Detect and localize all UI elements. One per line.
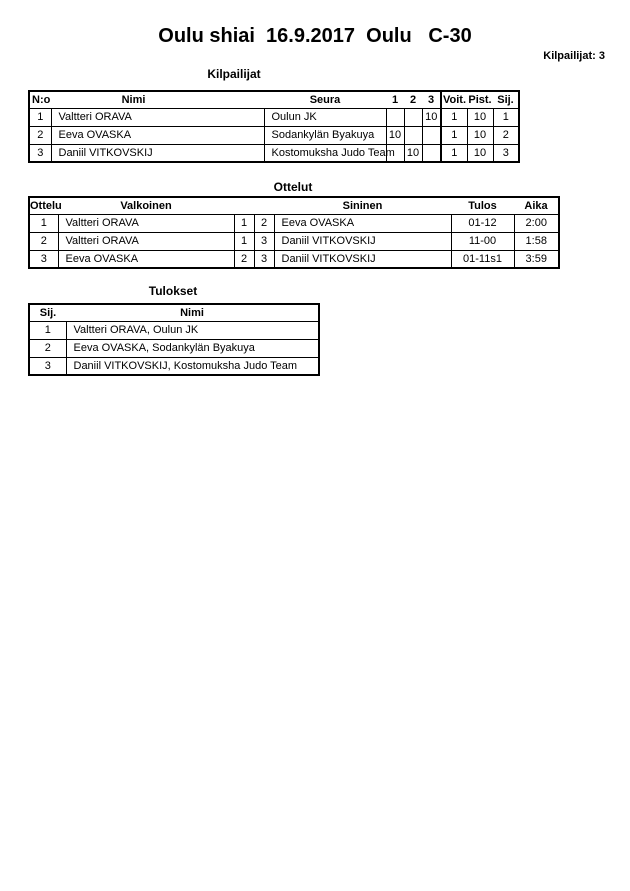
page-title: Oulu shiai 16.9.2017 Oulu C-30 bbox=[158, 25, 472, 47]
cell-score-1 bbox=[386, 108, 404, 126]
competitor-row bbox=[29, 108, 519, 126]
cell-voit: 1 bbox=[441, 126, 467, 144]
cell-no: 3 bbox=[29, 144, 51, 162]
cell-white-number: 1 bbox=[234, 214, 254, 232]
cell-score-2: 10 bbox=[404, 144, 422, 162]
cell-valkoinen: Valtteri ORAVA bbox=[58, 232, 234, 250]
cell-sij: 2 bbox=[29, 339, 66, 357]
col-header-seura: Seura bbox=[264, 91, 386, 108]
cell-white-number: 1 bbox=[234, 232, 254, 250]
match-row bbox=[29, 232, 559, 250]
cell-pist: 10 bbox=[467, 108, 493, 126]
cell-sij: 1 bbox=[29, 321, 66, 339]
ottelut-section-heading: Ottelut bbox=[273, 180, 313, 194]
cell-seura: Sodankylän Byakuya bbox=[264, 126, 386, 144]
cell-sij: 2 bbox=[493, 126, 519, 144]
result-row bbox=[29, 321, 319, 339]
cell-nimi: Valtteri ORAVA, Oulun JK bbox=[66, 321, 319, 339]
cell-aika: 2:00 bbox=[514, 214, 559, 232]
col-header-sininen: Sininen bbox=[274, 197, 451, 214]
cell-sininen: Daniil VITKOVSKIJ bbox=[274, 250, 451, 268]
ottelut-header-row bbox=[29, 197, 559, 214]
col-header-1: 1 bbox=[386, 91, 404, 108]
cell-no: 1 bbox=[29, 108, 51, 126]
kilpailijat-header-row bbox=[29, 91, 519, 108]
cell-no: 2 bbox=[29, 126, 51, 144]
cell-score-1: 10 bbox=[386, 126, 404, 144]
cell-score-3 bbox=[422, 144, 441, 162]
cell-nimi: Daniil VITKOVSKIJ, Kostomuksha Judo Team bbox=[66, 357, 319, 375]
cell-blue-number: 3 bbox=[254, 232, 274, 250]
cell-nimi: Daniil VITKOVSKIJ bbox=[51, 144, 264, 162]
col-header-tulos: Tulos bbox=[451, 197, 514, 214]
tulokset-header-row bbox=[29, 304, 319, 321]
cell-aika: 1:58 bbox=[514, 232, 559, 250]
cell-nimi: Valtteri ORAVA bbox=[51, 108, 264, 126]
col-header-nimi: Nimi bbox=[51, 91, 264, 108]
cell-blue-number: 3 bbox=[254, 250, 274, 268]
cell-tulos: 11-00 bbox=[451, 232, 514, 250]
cell-white-number: 2 bbox=[234, 250, 254, 268]
cell-score-2 bbox=[404, 126, 422, 144]
cell-sij: 3 bbox=[29, 357, 66, 375]
cell-valkoinen: Valtteri ORAVA bbox=[58, 214, 234, 232]
result-row bbox=[29, 357, 319, 375]
cell-tulos: 01-11s1 bbox=[451, 250, 514, 268]
match-row bbox=[29, 250, 559, 268]
cell-blue-number: 2 bbox=[254, 214, 274, 232]
col-header-valkoinen: Valkoinen bbox=[58, 197, 234, 214]
result-row bbox=[29, 339, 319, 357]
col-header-sij: Sij. bbox=[493, 91, 519, 108]
col-header-ottelu: Ottelu bbox=[29, 197, 58, 214]
col-header-pist: Pist. bbox=[467, 91, 493, 108]
col-header-no: N:o bbox=[29, 91, 51, 108]
cell-voit: 1 bbox=[441, 144, 467, 162]
col-header-sij: Sij. bbox=[29, 304, 66, 321]
cell-voit: 1 bbox=[441, 108, 467, 126]
cell-score-2 bbox=[404, 108, 422, 126]
cell-score-3 bbox=[422, 126, 441, 144]
cell-match-no: 1 bbox=[29, 214, 58, 232]
cell-tulos: 01-12 bbox=[451, 214, 514, 232]
kilpailijat-section-heading: Kilpailijat bbox=[207, 67, 261, 81]
cell-valkoinen: Eeva OVASKA bbox=[58, 250, 234, 268]
cell-sij: 3 bbox=[493, 144, 519, 162]
cell-seura: Oulun JK bbox=[264, 108, 386, 126]
competitors-count-label: Kilpailijat: 3 bbox=[543, 50, 605, 62]
cell-seura: Kostomuksha Judo Team bbox=[264, 144, 386, 162]
cell-sij: 1 bbox=[493, 108, 519, 126]
competitor-row bbox=[29, 126, 519, 144]
col-header-white-number bbox=[234, 197, 254, 214]
cell-sininen: Eeva OVASKA bbox=[274, 214, 451, 232]
tulokset-table bbox=[28, 303, 320, 376]
competitor-row bbox=[29, 144, 519, 162]
cell-match-no: 2 bbox=[29, 232, 58, 250]
cell-pist: 10 bbox=[467, 144, 493, 162]
col-header-2: 2 bbox=[404, 91, 422, 108]
cell-sininen: Daniil VITKOVSKIJ bbox=[274, 232, 451, 250]
kilpailijat-table bbox=[28, 90, 520, 163]
cell-nimi: Eeva OVASKA bbox=[51, 126, 264, 144]
cell-match-no: 3 bbox=[29, 250, 58, 268]
col-header-3: 3 bbox=[422, 91, 441, 108]
col-header-voit: Voit. bbox=[441, 91, 467, 108]
match-row bbox=[29, 214, 559, 232]
ottelut-table bbox=[28, 196, 560, 269]
cell-aika: 3:59 bbox=[514, 250, 559, 268]
cell-nimi: Eeva OVASKA, Sodankylän Byakuya bbox=[66, 339, 319, 357]
col-header-blue-number bbox=[254, 197, 274, 214]
cell-score-3: 10 bbox=[422, 108, 441, 126]
tulokset-section-heading: Tulokset bbox=[148, 284, 198, 298]
cell-pist: 10 bbox=[467, 126, 493, 144]
col-header-aika: Aika bbox=[514, 197, 559, 214]
col-header-nimi: Nimi bbox=[66, 304, 319, 321]
